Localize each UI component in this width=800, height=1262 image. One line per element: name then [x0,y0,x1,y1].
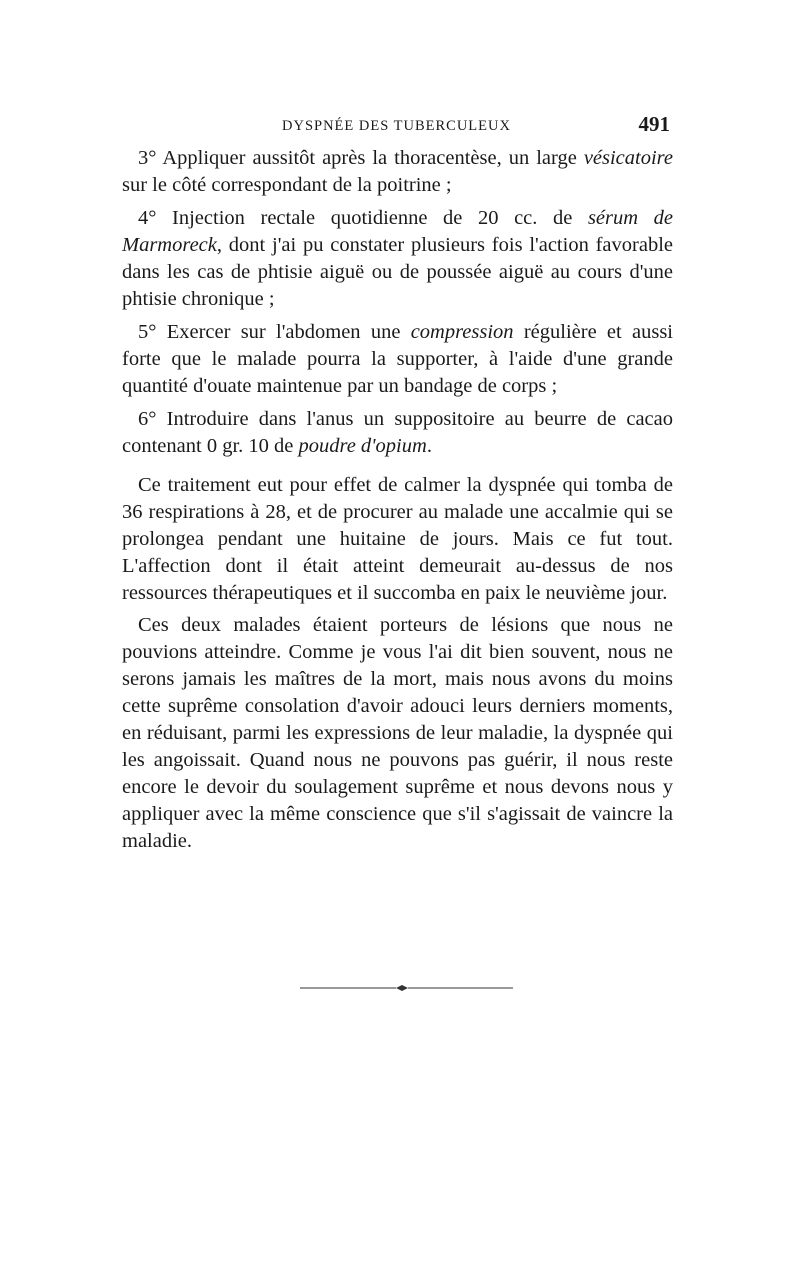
paragraph-treatment-effect: Ce traitement eut pour effet de calmer la dyspnée qui tomba de 36 respirations à 28, et de procurer au malade une accalmie qui se prolongea pendant une huitaine de jours. Mais ce fut tout. L'affection dont il était atteint demeurait au-dessus de nos ressources thérapeutiques et il succomba en paix le neuvième jour. [122,474,673,604]
running-title: DYSPNÉE DES TUBERCULEUX [282,118,511,134]
list-item-text: régulière et aussi forte que le malade pourra la supporter, à l'aide d'une grande quantité d'ouate maintenue par un bandage de corps ; [122,321,673,397]
list-item-emphasis: poudre d'opium [298,435,427,457]
list-item-text: 6° Introduire dans l'anus un suppositoire au beurre de cacao contenant 0 gr. 10 de [122,408,673,457]
list-item-text: sur le côté correspondant de la poitrine ; [122,174,452,196]
page-body [122,145,673,860]
list-item-text: . [426,435,432,457]
list-item-text: 4° Injection rectale quotidienne de 20 cc. de [138,207,588,229]
page-number: 491 [638,112,670,136]
list-item-text: 3° Appliquer aussitôt après la thoracentèse, un large [138,147,584,169]
list-item-text: , dont j'ai pu constater plusieurs fois l'action favorable dans les cas de phtisie aiguë ou de poussée aiguë au cours d'une phtisie chronique ; [122,234,673,310]
paragraph-conclusion: Ces deux malades étaient porteurs de lésions que nous ne pouvions atteindre. Comme je vous l'ai dit bien souvent, nous ne serons jamais les maîtres de la mort, mais nous avons du moins cette suprême consolation d'avoir adouci leurs derniers moments, en réduisant, parmi les expressions de leur maladie, la dyspnée qui les angoissait. Quand nous ne pouvons pas guérir, il nous reste encore le devoir du soulagement suprême et nous devons nous y appliquer avec la même conscience que s'il s'agissait de vaincre la maladie. [122,614,673,852]
list-item-6 [122,406,673,460]
section-end-rule [300,984,513,992]
page-header [130,112,670,138]
list-item-text: 5° Exercer sur l'abdomen une [138,321,411,343]
list-item-emphasis: vésicatoire [583,147,673,169]
list-item-5 [122,319,673,400]
list-item-emphasis: compression [410,321,514,343]
list-item-3 [122,145,673,199]
list-item-4 [122,205,673,313]
list-item-emphasis: sérum de Marmoreck [122,207,673,256]
